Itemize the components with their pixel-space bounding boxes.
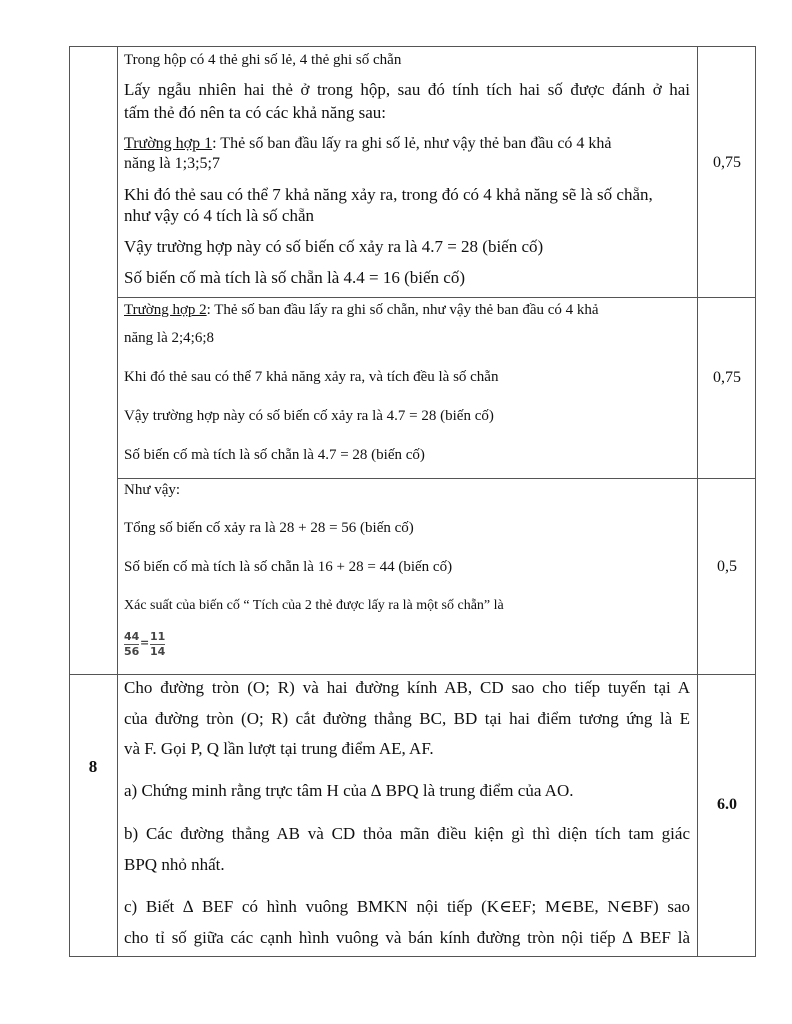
row-c-line-3: Số biến cố mà tích là số chẵn là 16 + 28 = 44 (biến cố): [124, 559, 453, 575]
row-divider-c: [69, 674, 756, 675]
q8-score: 6.0: [717, 796, 737, 813]
row-a-line-6: Khi đó thẻ sau có thể 7 khả năng xảy ra, trong đó có 4 khả năng sẽ là số chẵn,: [124, 185, 653, 204]
table-col-divider-2: [697, 46, 698, 957]
q8-part-c-line-1: c) Biết ∆ BEF có hình vuông BMKN nội tiếp (K∈EF; M∈BE, N∈BF) sao: [124, 897, 690, 916]
q8-part-b-line-2: BPQ nhỏ nhất.: [124, 855, 225, 874]
q8-part-a: a) Chứng minh rằng trực tâm H của ∆ BPQ là trung điểm của AO.: [124, 781, 574, 800]
q8-part-c-line-2: cho tỉ số giữa các cạnh hình vuông và bán kính đường tròn nội tiếp ∆ BEF là: [124, 928, 690, 947]
row-c-line-4: Xác suất của biến cố “ Tích của 2 thẻ được lấy ra là một số chẵn” là: [124, 598, 504, 613]
row-a-line-7: như vậy có 4 tích là số chẵn: [124, 206, 315, 225]
row-a-line-1: Trong hộp có 4 thẻ ghi số lẻ, 4 thẻ ghi số chẵn: [124, 52, 402, 68]
fraction-11-14: [150, 631, 165, 658]
fraction-numerator-1: 44: [124, 630, 140, 643]
question-number: 8: [88, 757, 98, 776]
q8-part-b-line-1: b) Các đường thẳng AB và CD thỏa mãn điều kiện gì thì diện tích tam giác: [124, 824, 690, 843]
row-a-line-2: Lấy ngẫu nhiên hai thẻ ở trong hộp, sau đó tính tích hai số được đánh ở hai: [124, 80, 690, 99]
row-a-line-3: tấm thẻ đó nên ta có các khả năng sau:: [124, 103, 386, 122]
fraction-equals: =: [140, 636, 150, 649]
row-a-line-8: Vậy trường hợp này có số biến cố xảy ra là 4.7 = 28 (biến cố): [124, 237, 544, 256]
table-left-border: [69, 46, 70, 957]
fraction-denominator-2: 14: [150, 645, 166, 658]
case-2-heading: Trường hợp 2: [124, 302, 207, 318]
fraction-denominator-1: 56: [124, 645, 140, 658]
case-1-text: : Thẻ số ban đầu lấy ra ghi số lẻ, như vậy thẻ ban đầu có 4 khả: [212, 135, 612, 152]
row-b-line-5: Số biến cố mà tích là số chẵn là 4.7 = 28 (biến cố): [124, 447, 425, 463]
row-b-line-4: Vậy trường hợp này có số biến cố xảy ra là 4.7 = 28 (biến cố): [124, 408, 494, 424]
table-right-border: [755, 46, 756, 957]
row-c-score: 0,5: [717, 558, 737, 575]
fraction-numerator-2: 11: [150, 630, 166, 643]
row-c-line-2: Tổng số biến cố xảy ra là 28 + 28 = 56 (biến cố): [124, 520, 414, 536]
row-b-line-2: năng là 2;4;6;8: [124, 330, 214, 346]
row-b-case-2-line: [124, 300, 599, 320]
q8-line-2: của đường tròn (O; R) cắt đường thẳng BC, BD tại hai điểm tương ứng là E: [124, 709, 690, 728]
fraction-44-56: [124, 631, 139, 658]
table-top-border: [69, 46, 756, 47]
row-a-case-1-line: [124, 134, 690, 154]
row-divider-a: [117, 297, 756, 298]
case-2-text: : Thẻ số ban đầu lấy ra ghi số chẵn, như vậy thẻ ban đầu có 4 khả: [206, 302, 599, 318]
row-a-line-9: Số biến cố mà tích là số chẵn là 4.4 = 16 (biến cố): [124, 268, 465, 287]
row-a-line-5: năng là 1;3;5;7: [124, 155, 220, 172]
case-1-heading: Trường hợp 1: [124, 135, 213, 152]
table-bottom-border: [69, 956, 756, 957]
q8-line-1: Cho đường tròn (O; R) và hai đường kính AB, CD sao cho tiếp tuyến tại A: [124, 678, 690, 697]
row-a-score: 0,75: [713, 154, 741, 171]
q8-line-3: và F. Gọi P, Q lần lượt tại trung điểm AE, AF.: [124, 739, 434, 758]
table-col-divider-1: [117, 46, 118, 957]
row-b-line-3: Khi đó thẻ sau có thể 7 khả năng xảy ra, và tích đều là số chẵn: [124, 369, 499, 385]
row-b-score: 0,75: [713, 369, 741, 386]
row-c-line-1: Như vậy:: [124, 482, 181, 498]
row-divider-b: [117, 478, 756, 479]
